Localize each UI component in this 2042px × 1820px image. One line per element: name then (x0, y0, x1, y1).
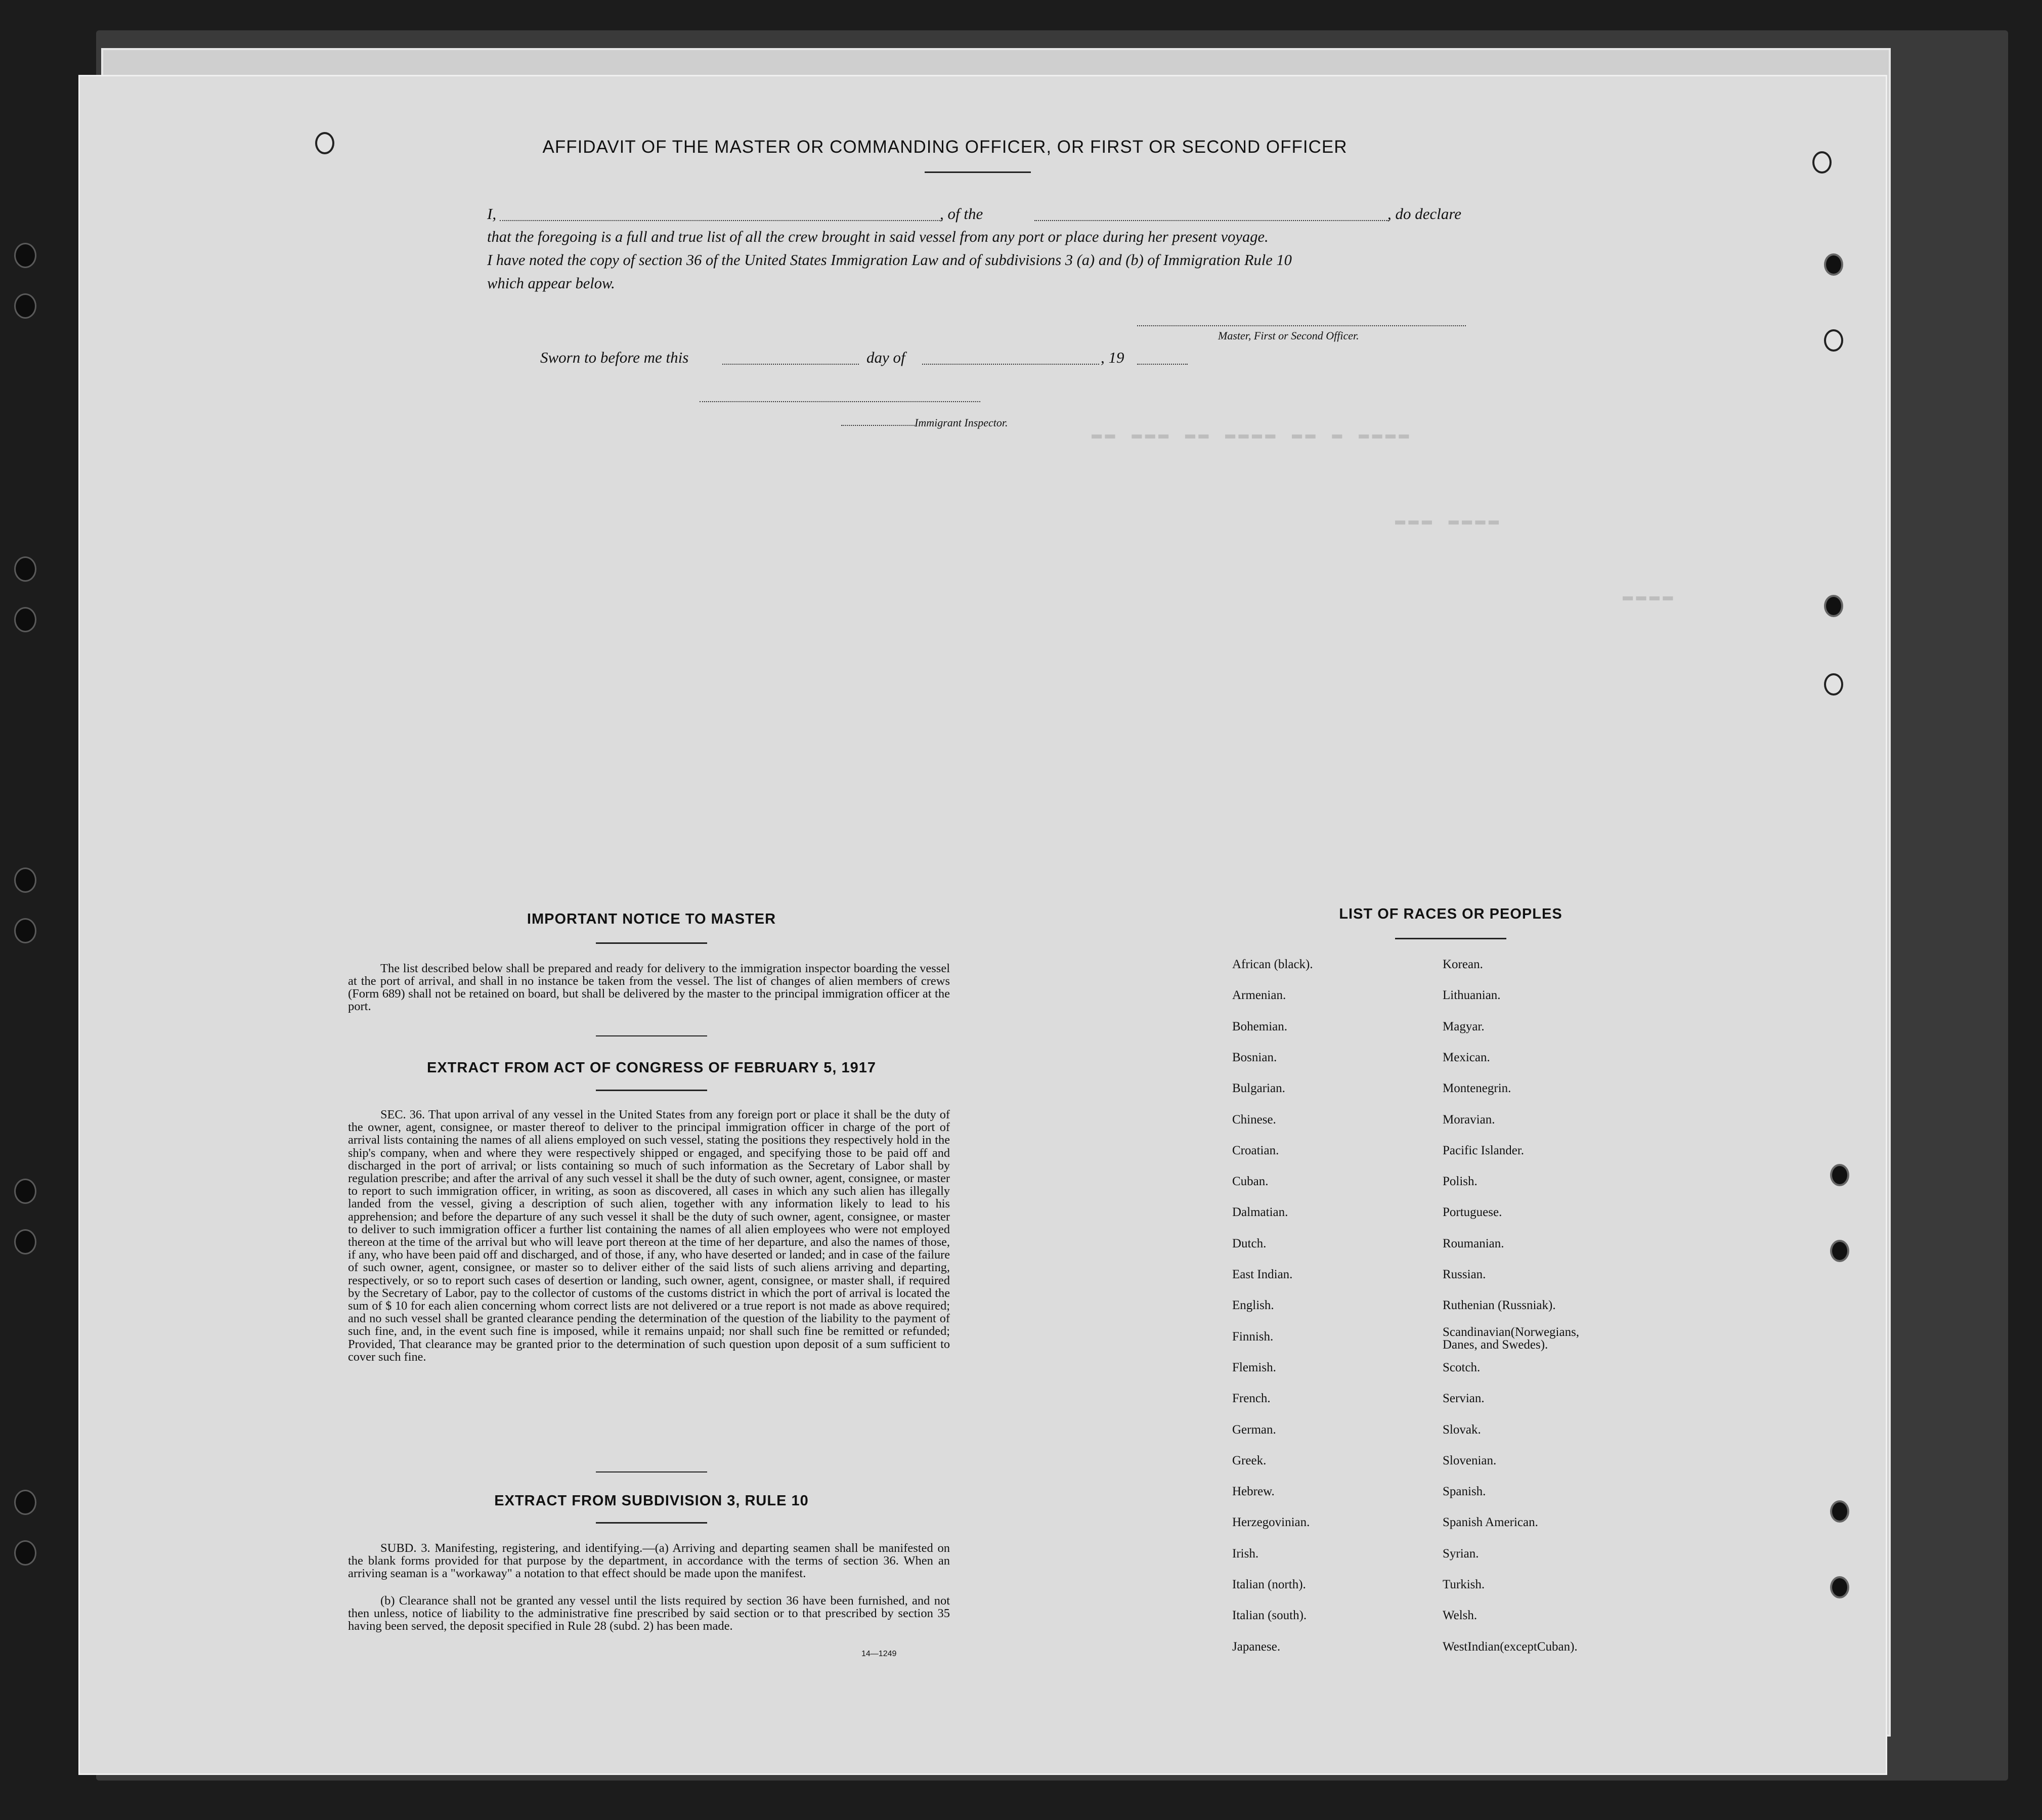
race-item: Irish. (1232, 1546, 1259, 1561)
race-item: Scandinavian(Norwegians, Danes, and Swedes). (1443, 1325, 1580, 1352)
declaration-do-declare: , do declare (1387, 205, 1462, 223)
race-item: Italian (north). (1232, 1578, 1306, 1591)
race-item: Polish. (1443, 1175, 1478, 1189)
punch-hole-icon (1830, 1500, 1849, 1523)
race-item: English. (1232, 1298, 1274, 1313)
race-item: Servian. (1443, 1392, 1485, 1406)
extract-rule-title: EXTRACT FROM SUBDIVISION 3, RULE 10 (494, 1493, 809, 1509)
vessel-name-blank[interactable] (1034, 219, 1388, 221)
race-item: Herzegovinian. (1232, 1515, 1310, 1530)
extract-rule-rule (596, 1522, 707, 1524)
race-item: Syrian. (1443, 1546, 1479, 1561)
extract-act-title: EXTRACT FROM ACT OF CONGRESS OF FEBRUARY 5, 1917 (426, 1060, 877, 1076)
race-item: Magyar. (1443, 1019, 1485, 1033)
binding-hole-icon (14, 1229, 36, 1254)
race-item: Welsh. (1443, 1609, 1478, 1623)
race-item: Japanese. (1232, 1639, 1281, 1654)
race-item: East Indian. (1232, 1268, 1293, 1281)
binding-hole-icon (14, 556, 36, 582)
race-item: Bohemian. (1232, 1019, 1288, 1033)
bleed-through-marks: ▬▬▬▬ (1623, 587, 1676, 606)
binding-hole-icon (14, 1490, 36, 1515)
affidavit-title: AFFIDAVIT OF THE MASTER OR COMMANDING OFFICER, OR FIRST OR SECOND OFFICER (542, 137, 1348, 157)
punch-hole-icon (1824, 673, 1843, 696)
punch-hole-icon (1824, 595, 1843, 617)
race-item: Spanish American. (1443, 1515, 1538, 1530)
binding-hole-icon (14, 1540, 36, 1566)
race-item: Bulgarian. (1232, 1081, 1285, 1096)
punch-hole-icon (1812, 151, 1832, 174)
sworn-prefix: Sworn to before me this (540, 349, 689, 366)
extract-rule-text-b: (b) Clearance shall not be granted any vessel until the lists required by section 36 have been furnished, and not then unless, notice of liability to the administrative fine prescribed by said section or to that prescribed by section 35 having been served, the deposit specified in Rule 28 (subd. 2) has been made. (348, 1594, 950, 1633)
punch-hole-icon (1824, 253, 1843, 276)
race-item: Bosnian. (1232, 1050, 1277, 1064)
binding-hole-icon (14, 243, 36, 268)
race-item: Scotch. (1443, 1360, 1481, 1374)
punch-hole-icon (1830, 1164, 1849, 1186)
race-item: Mexican. (1443, 1050, 1490, 1064)
race-item: Turkish. (1443, 1578, 1485, 1591)
notice-title: IMPORTANT NOTICE TO MASTER (527, 911, 776, 927)
races-title: LIST OF RACES OR PEOPLES (1339, 906, 1562, 922)
declaration-i: I, (487, 205, 497, 223)
extract-rule-text-a: SUBD. 3. Manifesting, registering, and identifying.—(a) Arriving and departing seamen shall be manifested on the blank forms provided for that purpose by the department, in accordance with the terms of section 36. When an arriving seaman is a "workaway" a notation to that effect should be made upon the manifest. (348, 1541, 950, 1580)
inspector-signature-caption: Immigrant Inspector. (915, 416, 1008, 429)
master-signature-blank[interactable] (1137, 324, 1466, 326)
race-item: Dalmatian. (1232, 1205, 1288, 1220)
race-item: WestIndian(exceptCuban). (1443, 1639, 1578, 1654)
binding-hole-icon (14, 607, 36, 632)
race-item: Pacific Islander. (1443, 1143, 1525, 1157)
declaration-line-3: I have noted the copy of section 36 of the United States Immigration Law and of subdivisions 3 (a) and (b) of Immigration Rule 10 (487, 251, 1292, 269)
race-item: Spanish. (1443, 1485, 1486, 1499)
race-item: Roumanian. (1443, 1236, 1504, 1250)
bleed-through-marks: ▬▬ ▬▬▬ ▬▬ ▬▬▬▬ ▬▬ ▬ ▬▬▬▬ (1092, 425, 1412, 445)
race-item: Slovak. (1443, 1422, 1481, 1437)
sworn-day-blank[interactable] (722, 363, 859, 365)
bleed-through-marks: ▬▬▬ ▬▬▬▬ (1395, 511, 1502, 531)
race-item: Italian (south). (1232, 1609, 1307, 1623)
extract-act-rule (596, 1090, 707, 1091)
race-item: Ruthenian (Russniak). (1443, 1298, 1556, 1313)
race-item: Lithuanian. (1443, 988, 1501, 1003)
binding-hole-icon (14, 293, 36, 319)
declaration-line-4: which appear below. (487, 275, 615, 292)
race-item: African (black). (1232, 958, 1313, 971)
race-item: French. (1232, 1392, 1271, 1406)
punch-hole-icon (315, 132, 334, 154)
binding-hole-icon (14, 1179, 36, 1204)
sworn-month-blank[interactable] (922, 363, 1099, 365)
race-item: Montenegrin. (1443, 1081, 1511, 1096)
binding-hole-icon (14, 868, 36, 893)
race-item: Russian. (1443, 1268, 1486, 1281)
affidavit-page (78, 75, 1887, 1775)
inspector-short-blank[interactable] (841, 424, 915, 426)
race-item: Cuban. (1232, 1175, 1269, 1189)
title-rule (925, 171, 1031, 173)
notice-rule (596, 942, 707, 944)
race-item: Portuguese. (1443, 1205, 1502, 1220)
binding-hole-icon (14, 918, 36, 943)
extract-act-text: SEC. 36. That upon arrival of any vessel in the United States from any foreign port or place it shall be the duty of the owner, agent, consignee, or master thereof to deliver to the principal immigration officer in charge of the port of arrival lists containing the names of all aliens employed on such vessel, stating the positions they respectively hold in the ship's company, when and where they were respectively shipped or engaged, and specifying those to be paid off and discharged in the port of arrival; or lists containing so much of such information as the Secretary of Labor shall by regulation prescribe; and after the arrival of any such vessel it shall be the duty of such owner, agent, consignee, or master to report to such immigration officer, in writing, as soon as discovered, all cases in which any such alien has illegally landed from the vessel, giving a description of such alien, together with any information likely to lead to his apprehension; and before the departure of any such vessel it shall be the duty of such owner, agent, consignee, or master to deliver to such immigration officer a further list containing the names of all alien employees who were not employed thereon at the time of the arrival but who will leave port thereon at the time of her departure, and also the names of those, if any, who have been paid off and discharged, and of those, if any, who have deserted or landed; and in case of the failure of such owner, agent, consignee, or master so to deliver either of the said lists of such aliens arriving and departing, respectively, or so to report such cases of desertion or landing, such owner, agent, consignee, or master shall, if required by the Secretary of Labor, pay to the collector of customs of the customs district in which the port of arrival is located the sum of $ 10 for each alien concerning whom correct lists are not delivered or a true report is not made as above required; and no such vessel shall be granted clearance pending the determination of the question of the liability to the payment of such fine, and, in the event such fine is imposed, while it remains unpaid; nor shall such fine be remitted or refunded; Provided, That clearance may be granted prior to the determination of such question upon deposit of a sum sufficient to cover such fine. (348, 1108, 950, 1364)
declaration-of-the: , of the (940, 205, 983, 223)
race-item: Dutch. (1232, 1236, 1267, 1250)
inspector-signature-blank[interactable] (700, 400, 980, 402)
race-item: Finnish. (1232, 1329, 1274, 1344)
races-rule (1395, 938, 1506, 939)
notice-text: The list described below shall be prepared and ready for delivery to the immigration inspector boarding the vessel at the port of arrival, and shall in no instance be taken from the vessel. The list of changes of alien members of crews (Form 689) shall not be retained on board, but shall be delivered by the master to the principal immigration officer at the port. (348, 962, 950, 1013)
punch-hole-icon (1830, 1576, 1849, 1598)
notice-separator (596, 1035, 707, 1036)
officer-name-blank[interactable] (500, 219, 942, 221)
race-item: Chinese. (1232, 1112, 1276, 1126)
race-item: Flemish. (1232, 1360, 1276, 1374)
race-item: Moravian. (1443, 1112, 1495, 1126)
extract-act-separator (596, 1471, 707, 1472)
race-item: Croatian. (1232, 1143, 1279, 1157)
race-item: Korean. (1443, 958, 1483, 971)
master-signature-caption: Master, First or Second Officer. (1218, 329, 1359, 342)
declaration-line-2: that the foregoing is a full and true list of all the crew brought in said vessel from any port or place during her present voyage. (487, 228, 1269, 245)
race-item: Hebrew. (1232, 1485, 1275, 1499)
race-item: Greek. (1232, 1453, 1267, 1467)
sworn-year-blank[interactable] (1137, 363, 1188, 365)
race-item: German. (1232, 1422, 1276, 1437)
race-item: Armenian. (1232, 988, 1286, 1003)
race-item: Slovenian. (1443, 1453, 1497, 1467)
sworn-day-of: day of (866, 349, 905, 366)
punch-hole-icon (1824, 329, 1843, 352)
form-number: 14—1249 (861, 1650, 897, 1658)
sworn-year: , 19 (1101, 349, 1124, 366)
punch-hole-icon (1830, 1240, 1849, 1262)
